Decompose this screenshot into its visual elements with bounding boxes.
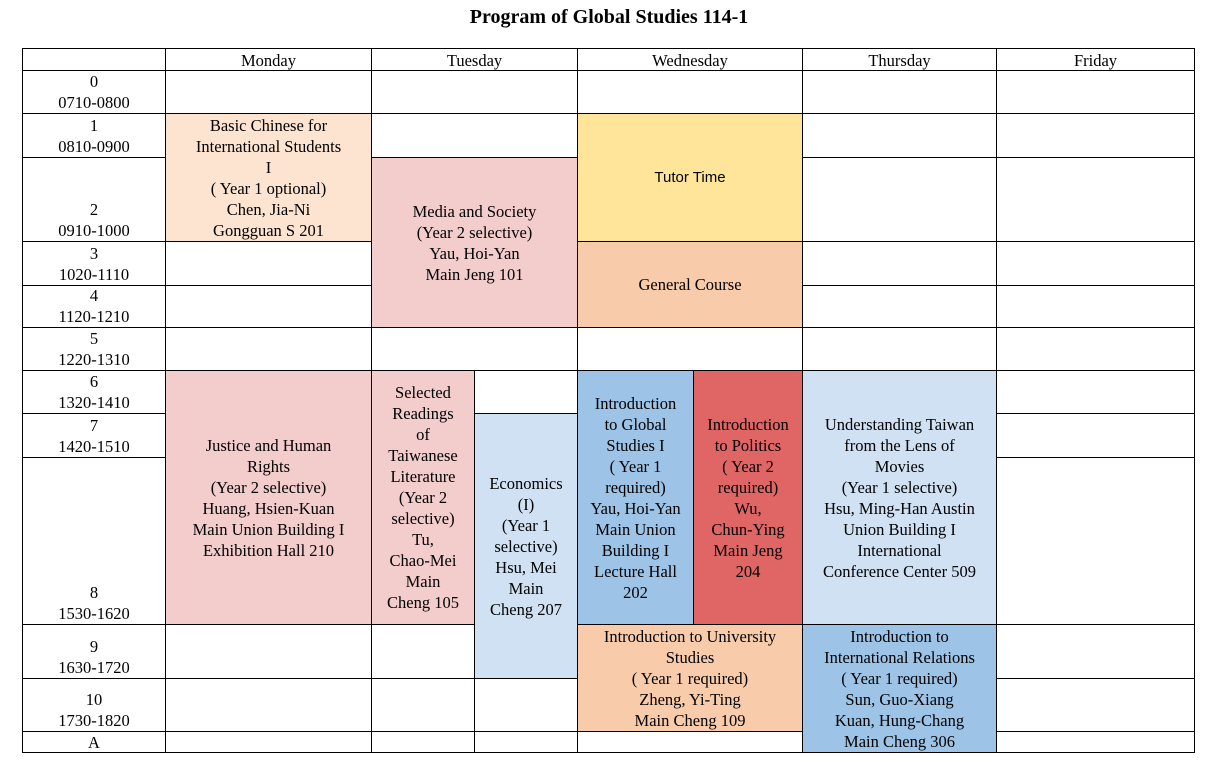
course-basic-chinese	[165, 113, 372, 242]
course-text-line: Movies	[874, 456, 925, 476]
empty-slot	[996, 157, 1195, 242]
course-text-line: 202	[623, 582, 648, 602]
course-text-line: Main Jeng 101	[425, 264, 524, 284]
course-text-line: Understanding Taiwan	[824, 414, 975, 434]
period-number: 1	[89, 116, 99, 135]
period-time: 1220-1310	[58, 350, 130, 369]
period-time: 1730-1820	[58, 711, 130, 730]
period-time: 0710-0800	[58, 93, 130, 112]
empty-slot	[165, 678, 372, 732]
page-title: Program of Global Studies 114-1	[469, 6, 749, 28]
period-time: 1530-1620	[58, 604, 130, 623]
course-text-line: Hsu, Mei	[495, 557, 557, 577]
course-text-line: ( Year 1 required)	[841, 668, 958, 688]
period-number: 10	[85, 690, 103, 709]
course-understanding-taiwan	[802, 370, 997, 625]
course-text-line: (Year 2 selective)	[210, 477, 327, 497]
empty-slot	[165, 624, 372, 679]
course-text-line: I	[265, 157, 272, 177]
course-text-line: ( Year 2	[722, 456, 774, 476]
period-number: 2	[89, 200, 99, 219]
course-intro-global	[577, 370, 694, 625]
period-cell-6	[22, 370, 166, 414]
period-number: 5	[89, 329, 99, 348]
course-text-line: selective)	[494, 536, 558, 556]
period-time: 1020-1110	[58, 265, 130, 284]
course-general-course	[577, 241, 803, 328]
course-text-line: Kuan, Hung-Chang	[834, 710, 965, 730]
course-text-line: Gongguan S 201	[213, 220, 324, 240]
course-intro-ir	[802, 624, 997, 753]
course-text-line: to Global	[604, 414, 667, 434]
empty-slot	[371, 731, 475, 753]
course-text-line: Union Building I	[843, 519, 956, 539]
day-header-thursday	[802, 48, 997, 71]
period-cell-7	[22, 413, 166, 458]
day-header-label: Monday	[241, 51, 296, 70]
course-text-line: Huang, Hsien-Kuan	[202, 498, 335, 518]
day-header-monday	[165, 48, 372, 71]
empty-slot	[165, 241, 372, 286]
period-cell-3	[22, 241, 166, 286]
empty-slot	[996, 285, 1195, 328]
empty-slot	[996, 413, 1195, 458]
course-text-line: Chun-Ying	[711, 519, 785, 539]
empty-slot	[996, 370, 1195, 414]
period-cell-a	[22, 731, 166, 753]
course-tutor-time	[577, 113, 803, 242]
course-text-line: (Year 2 selective)	[416, 222, 533, 242]
empty-slot	[165, 731, 372, 753]
empty-slot	[577, 327, 803, 371]
empty-slot	[802, 157, 997, 242]
empty-slot	[371, 113, 578, 158]
course-text-line: Introduction to University	[603, 626, 777, 646]
course-text-line: Yau, Hoi-Yan	[590, 498, 681, 518]
period-number: 4	[89, 286, 99, 305]
course-text-line: ( Year 1 required)	[631, 668, 749, 688]
course-text-line: Introduction	[594, 393, 677, 413]
day-header-label: Wednesday	[652, 51, 728, 70]
course-text-line: (Year 1	[501, 515, 551, 535]
empty-slot	[371, 327, 578, 371]
period-cell-10	[22, 678, 166, 732]
empty-slot	[371, 624, 475, 679]
course-text-line: selective)	[391, 509, 455, 528]
course-text-line: Main	[508, 578, 544, 598]
course-text-line: Chao-Mei	[389, 551, 457, 570]
course-text-line: Justice and Human	[205, 435, 332, 455]
empty-slot	[802, 285, 997, 328]
course-text-line: (Year 1 selective)	[841, 477, 958, 497]
course-text-line: Rights	[246, 456, 291, 476]
course-text-line: ( Year 1	[609, 456, 662, 476]
course-text-line: Economics	[489, 473, 563, 493]
empty-slot	[996, 70, 1195, 114]
period-number: 7	[89, 416, 99, 435]
course-intro-university	[577, 624, 803, 732]
course-text-line: Main Cheng 306	[844, 731, 955, 751]
course-text-line: Basic Chinese for	[209, 115, 328, 135]
course-text-line: from the Lens of	[844, 435, 955, 455]
period-cell-2	[22, 157, 166, 242]
course-text-line: Hsu, Ming-Han Austin	[824, 498, 975, 518]
empty-slot	[165, 285, 372, 328]
empty-slot	[802, 241, 997, 286]
course-text-line: Sun, Guo-Xiang	[845, 689, 954, 709]
period-number: 0	[89, 72, 99, 91]
empty-slot	[996, 113, 1195, 158]
period-cell-5	[22, 327, 166, 371]
course-text-line: Main	[405, 572, 441, 591]
period-number: A	[88, 732, 100, 752]
empty-slot	[996, 678, 1195, 732]
period-time: 1630-1720	[58, 658, 130, 677]
day-header-label: Thursday	[868, 51, 931, 70]
course-media-society	[371, 157, 578, 328]
course-text-line: of	[416, 425, 430, 444]
empty-slot	[371, 70, 578, 114]
course-text-line: required)	[605, 477, 666, 497]
course-text-line: Introduction	[707, 414, 789, 434]
course-text-line: International Students	[195, 136, 342, 156]
course-text-line: Studies I	[606, 435, 665, 455]
period-cell-4	[22, 285, 166, 328]
empty-slot	[802, 70, 997, 114]
course-text-line: Introduction to	[850, 626, 949, 646]
course-text-line: Main Union	[595, 519, 676, 539]
course-selected-readings	[371, 370, 475, 625]
period-number: 6	[89, 372, 99, 391]
course-text-line: Literature	[390, 467, 456, 486]
period-time: 1420-1510	[58, 437, 130, 456]
empty-slot	[802, 113, 997, 158]
course-text-line: 204	[735, 561, 761, 581]
course-text-line: International	[857, 540, 942, 560]
course-text-line: Zheng, Yi-Ting	[639, 689, 741, 709]
course-text-line: Chen, Jia-Ni	[226, 199, 311, 219]
course-text-line: Yau, Hoi-Yan	[429, 243, 520, 263]
period-cell-9	[22, 624, 166, 679]
period-cell-8	[22, 457, 166, 625]
empty-slot	[474, 678, 578, 732]
course-text-line: Cheng 207	[490, 599, 562, 619]
empty-slot	[996, 241, 1195, 286]
empty-slot	[474, 731, 578, 753]
day-header-wednesday	[577, 48, 803, 71]
course-text-line: Lecture Hall	[594, 561, 677, 581]
course-text-line: to Politics	[714, 435, 782, 455]
course-text-line: Cheng 105	[387, 593, 459, 612]
course-text-line: (I)	[517, 494, 535, 514]
period-number: 3	[89, 244, 99, 263]
empty-slot	[996, 457, 1195, 625]
period-time: 0810-0900	[58, 137, 130, 156]
period-time: 1120-1210	[58, 307, 130, 326]
course-intro-politics	[693, 370, 803, 625]
day-header-friday	[996, 48, 1195, 71]
course-text-line: Main Cheng 109	[634, 710, 746, 730]
empty-slot	[996, 731, 1195, 753]
empty-slot	[165, 70, 372, 114]
course-economics	[474, 413, 578, 679]
course-text-line: Tutor Time	[654, 169, 726, 186]
empty-slot	[577, 731, 803, 753]
course-text-line: Selected	[395, 383, 451, 402]
empty-slot	[474, 370, 578, 414]
period-time: 1320-1410	[58, 393, 130, 412]
empty-slot	[802, 327, 997, 371]
course-text-line: Conference Center 509	[822, 561, 977, 581]
course-justice	[165, 370, 372, 625]
course-text-line: Media and Society	[412, 201, 537, 221]
course-text-line: General Course	[638, 275, 742, 294]
empty-slot	[165, 327, 372, 371]
period-time: 0910-1000	[58, 221, 130, 240]
empty-slot	[996, 624, 1195, 679]
course-text-line: Tu,	[412, 530, 434, 549]
period-cell-0	[22, 70, 166, 114]
empty-slot	[996, 327, 1195, 371]
course-text-line: Exhibition Hall 210	[202, 540, 335, 560]
period-number: 8	[89, 583, 99, 602]
course-text-line: Building I	[601, 540, 670, 560]
empty-slot	[371, 678, 475, 732]
course-text-line: Studies	[665, 647, 715, 667]
course-text-line: required)	[717, 477, 779, 497]
period-cell-1	[22, 113, 166, 158]
day-header-label: Tuesday	[446, 51, 503, 70]
course-text-line: Main Union Building I	[192, 519, 345, 539]
day-header-tuesday	[371, 48, 578, 71]
course-text-line: Main Jeng	[713, 540, 783, 560]
empty-slot	[577, 70, 803, 114]
header-corner	[22, 48, 166, 71]
course-text-line: ( Year 1 optional)	[210, 178, 327, 198]
course-text-line: Taiwanese	[388, 446, 458, 465]
course-text-line: (Year 2	[398, 488, 448, 507]
course-text-line: Readings	[392, 404, 454, 423]
course-text-line: Wu,	[734, 498, 762, 518]
period-number: 9	[89, 637, 99, 656]
course-text-line: International Relations	[824, 647, 975, 667]
day-header-label: Friday	[1073, 51, 1118, 70]
